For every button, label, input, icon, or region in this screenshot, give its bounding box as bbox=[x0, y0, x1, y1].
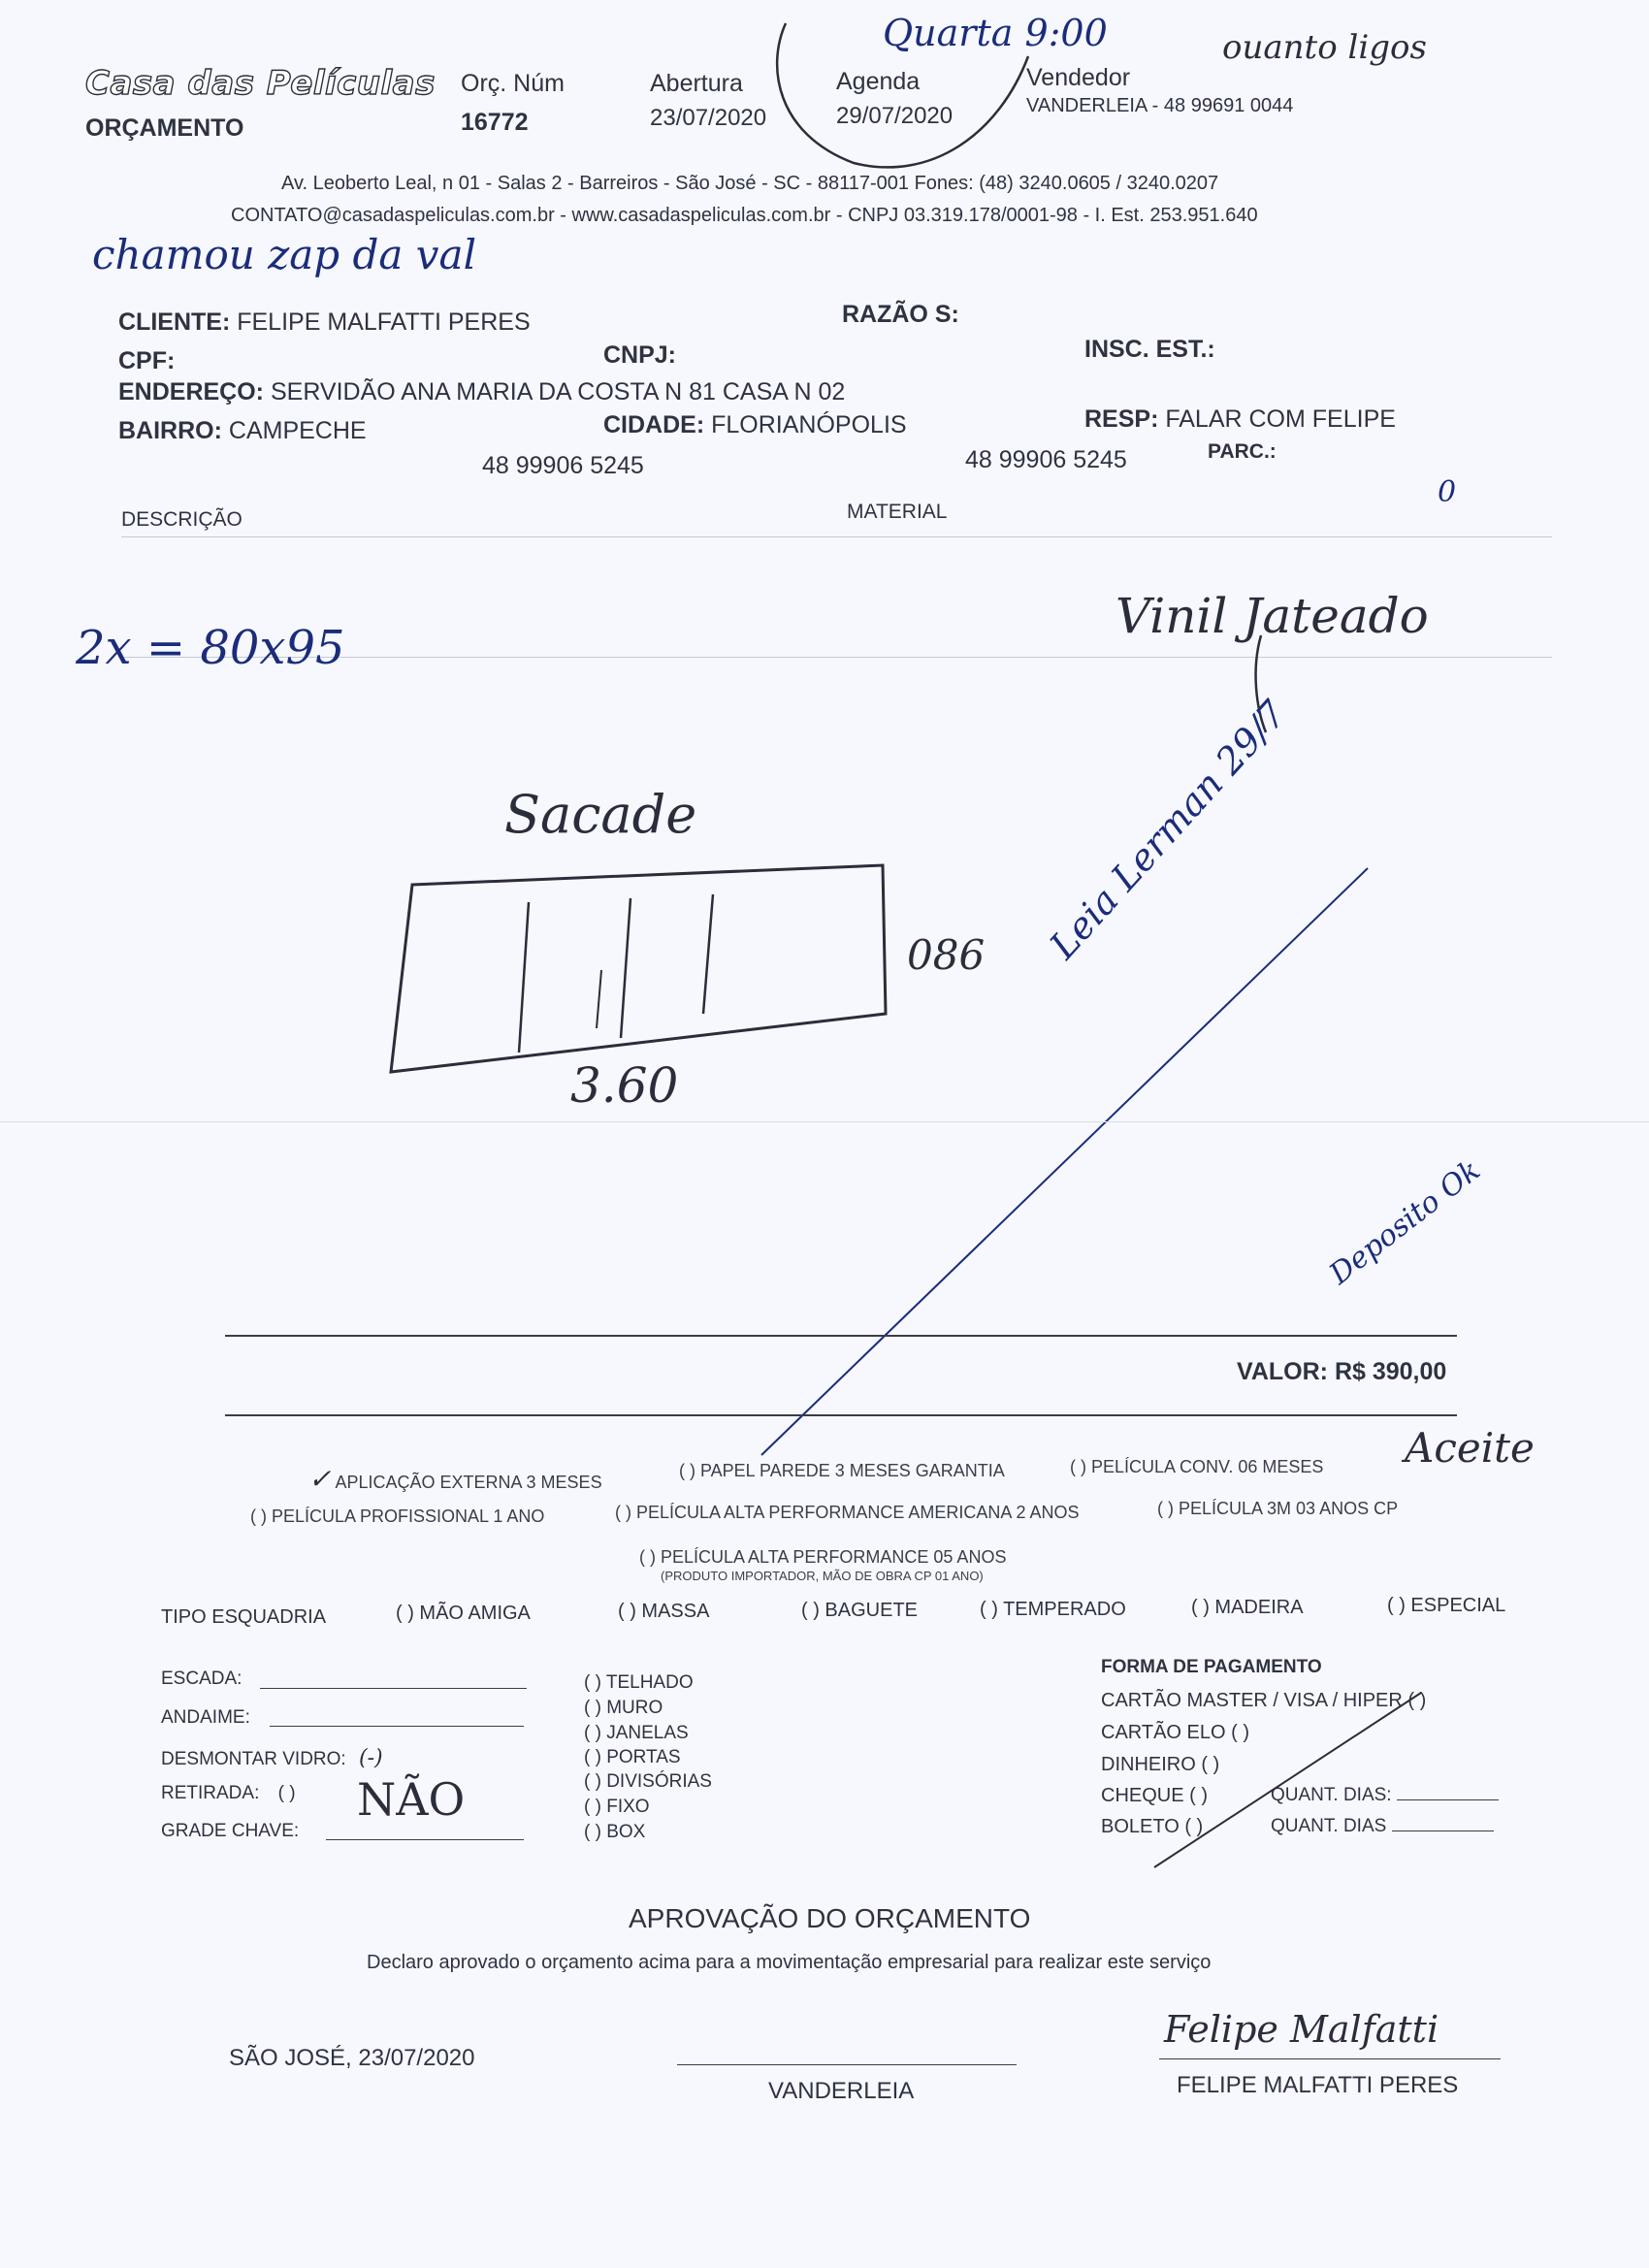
approval-client: FELIPE MALFATTI PERES bbox=[1177, 2072, 1459, 2098]
retirada-checkbox[interactable]: ( ) bbox=[277, 1783, 296, 1803]
handwritten-dimensions: 2x = 80x95 bbox=[76, 621, 345, 675]
esquadria-massa[interactable]: ( ) MASSA bbox=[618, 1601, 710, 1622]
cnpj-label: CNPJ: bbox=[603, 341, 677, 369]
cidade-label: CIDADE: bbox=[603, 411, 705, 438]
bairro-row bbox=[118, 417, 367, 445]
abertura-label: Abertura bbox=[650, 70, 743, 97]
resp-value: FALAR COM FELIPE bbox=[1165, 405, 1396, 433]
pagamento-dinheiro[interactable]: DINHEIRO ( ) bbox=[1101, 1754, 1220, 1775]
option-pelicula-alta-05[interactable]: ( ) PELÍCULA ALTA PERFORMANCE 05 ANOS bbox=[639, 1547, 1007, 1567]
bairro-label: BAIRRO: bbox=[118, 417, 222, 444]
resp-label: RESP: bbox=[1084, 405, 1159, 433]
cliente-label: CLIENTE: bbox=[118, 308, 231, 336]
option-pelicula-3m[interactable]: ( ) PELÍCULA 3M 03 ANOS CP bbox=[1157, 1499, 1399, 1518]
paper-fold-line bbox=[0, 1121, 1649, 1122]
agenda-label: Agenda bbox=[836, 68, 921, 95]
company-contact: CONTATO@casadaspeliculas.com.br - www.casadaspeliculas.com.br - CNPJ 03.319.178/0001-98 - I. Est. 253.951.640 bbox=[231, 205, 1258, 226]
andaime-line[interactable] bbox=[270, 1726, 524, 1727]
handwritten-chamou: chamou zap da val bbox=[92, 231, 477, 278]
valor-rule-bottom bbox=[225, 1414, 1457, 1416]
grade-chave-line[interactable] bbox=[326, 1839, 524, 1840]
esquadria-temperado[interactable]: ( ) TEMPERADO bbox=[980, 1599, 1126, 1620]
esquadria-madeira[interactable]: ( ) MADEIRA bbox=[1191, 1597, 1304, 1618]
razao-label: RAZÃO S: bbox=[842, 301, 959, 328]
local-divisorias[interactable]: ( ) DIVISÓRIAS bbox=[584, 1771, 712, 1792]
cidade-row bbox=[603, 411, 907, 439]
desmontar-vidro-row bbox=[161, 1746, 383, 1770]
tipo-esquadria-label: TIPO ESQUADRIA bbox=[161, 1606, 327, 1628]
valor-value: R$ 390,00 bbox=[1334, 1358, 1447, 1385]
option-papel-parede[interactable]: ( ) PAPEL PAREDE 3 MESES GARANTIA bbox=[679, 1461, 1005, 1480]
handwritten-nao: NÃO bbox=[357, 1773, 466, 1826]
handwritten-material: Vinil Jateado bbox=[1116, 588, 1429, 644]
handwritten-circle-mark: 0 bbox=[1438, 475, 1457, 509]
desmontar-vidro-mark[interactable]: (-) bbox=[359, 1746, 383, 1770]
valor-label: VALOR: bbox=[1237, 1358, 1328, 1385]
valor-row bbox=[1237, 1358, 1446, 1386]
option-aplicacao-externa-label: APLICAÇÃO EXTERNA 3 MESES bbox=[335, 1473, 602, 1492]
handwritten-sacada: Sacade bbox=[504, 784, 697, 845]
cidade-value: FLORIANÓPOLIS bbox=[711, 411, 907, 438]
company-logo: Casa das Películas bbox=[85, 64, 436, 103]
pagamento-cartao-elo[interactable]: CARTÃO ELO ( ) bbox=[1101, 1722, 1249, 1743]
payment-strike-mark bbox=[1145, 1688, 1436, 1872]
descricao-header: DESCRIÇÃO bbox=[121, 508, 242, 531]
handwritten-width: 3.60 bbox=[570, 1057, 679, 1114]
quant-dias-1-label: QUANT. DIAS: bbox=[1271, 1785, 1392, 1805]
client-signature: Felipe Malfatti bbox=[1164, 2008, 1439, 2051]
approval-title: APROVAÇÃO DO ORÇAMENTO bbox=[629, 1903, 1031, 1933]
quant-dias-2-label: QUANT. DIAS bbox=[1271, 1816, 1387, 1836]
option-pelicula-profissional[interactable]: ( ) PELÍCULA PROFISSIONAL 1 ANO bbox=[250, 1507, 545, 1526]
approval-text: Declaro aprovado o orçamento acima para a movimentação empresarial para realizar este serviço bbox=[367, 1952, 1212, 1973]
client-signature-line[interactable] bbox=[1159, 2058, 1501, 2059]
handwritten-leia: Leia Lerman 29/7 bbox=[1041, 692, 1295, 967]
vendedor-label: Vendedor bbox=[1026, 64, 1131, 91]
orc-num-value: 16772 bbox=[461, 109, 529, 136]
local-box[interactable]: ( ) BOX bbox=[584, 1822, 646, 1842]
checked-mark: ✓ bbox=[308, 1463, 332, 1495]
parc-label: PARC.: bbox=[1208, 440, 1277, 463]
orc-num-label: Orç. Núm bbox=[461, 70, 565, 97]
handwritten-top-note-2: ouanto ligos bbox=[1222, 28, 1427, 67]
cliente-row bbox=[118, 308, 531, 337]
pagamento-cartao-master[interactable]: CARTÃO MASTER / VISA / HIPER ( ) bbox=[1101, 1690, 1427, 1711]
material-header: MATERIAL bbox=[847, 501, 948, 523]
grade-chave-label: GRADE CHAVE: bbox=[161, 1821, 300, 1841]
cliente-value: FELIPE MALFATTI PERES bbox=[237, 308, 531, 336]
cpf-label: CPF: bbox=[118, 347, 176, 374]
company-address: Av. Leoberto Leal, n 01 - Salas 2 - Barreiros - São José - SC - 88117-001 Fones: (48) 3240.0605 / 3240.0207 bbox=[281, 173, 1219, 194]
handwritten-top-note: Quarta 9:00 bbox=[883, 12, 1108, 54]
endereco-label: ENDEREÇO: bbox=[118, 378, 265, 405]
approval-place-date: SÃO JOSÉ, 23/07/2020 bbox=[229, 2045, 475, 2071]
local-janelas[interactable]: ( ) JANELAS bbox=[584, 1723, 689, 1743]
local-portas[interactable]: ( ) PORTAS bbox=[584, 1747, 681, 1767]
option-aplicacao-externa[interactable] bbox=[308, 1463, 602, 1495]
vendedor-value: VANDERLEIA - 48 99691 0044 bbox=[1026, 95, 1294, 116]
endereco-value: SERVIDÃO ANA MARIA DA COSTA N 81 CASA N 02 bbox=[270, 378, 846, 405]
handwritten-deposito: Deposito Ok bbox=[1323, 1152, 1487, 1292]
description-rule-1 bbox=[121, 536, 1552, 537]
option-pelicula-conv[interactable]: ( ) PELÍCULA CONV. 06 MESES bbox=[1070, 1457, 1324, 1476]
local-fixo[interactable]: ( ) FIXO bbox=[584, 1797, 650, 1817]
client-phone-2: 48 99906 5245 bbox=[965, 446, 1127, 473]
handwritten-height: 086 bbox=[907, 931, 986, 979]
document-type: ORÇAMENTO bbox=[85, 114, 244, 142]
option-pelicula-alta-05-note: (PRODUTO IMPORTADOR, MÃO DE OBRA CP 01 ANO) bbox=[661, 1569, 984, 1583]
local-muro[interactable]: ( ) MURO bbox=[584, 1698, 663, 1718]
pagamento-title: FORMA DE PAGAMENTO bbox=[1101, 1657, 1322, 1677]
endereco-row bbox=[118, 378, 845, 406]
handwritten-aceita: Aceite bbox=[1405, 1424, 1535, 1472]
client-phone-1: 48 99906 5245 bbox=[482, 452, 644, 479]
pagamento-cheque[interactable]: CHEQUE ( ) bbox=[1101, 1785, 1208, 1806]
esquadria-mao-amiga[interactable]: ( ) MÃO AMIGA bbox=[396, 1603, 531, 1624]
retirada-label: RETIRADA: bbox=[161, 1783, 260, 1803]
abertura-value: 23/07/2020 bbox=[650, 105, 767, 131]
andaime-label: ANDAIME: bbox=[161, 1707, 250, 1728]
agenda-value: 29/07/2020 bbox=[836, 103, 954, 129]
option-pelicula-alta-americana[interactable]: ( ) PELÍCULA ALTA PERFORMANCE AMERICANA 2 ANOS bbox=[615, 1503, 1080, 1522]
approval-seller: VANDERLEIA bbox=[768, 2078, 915, 2104]
retirada-row bbox=[161, 1783, 296, 1804]
local-telhado[interactable]: ( ) TELHADO bbox=[584, 1672, 694, 1693]
seller-signature-line[interactable] bbox=[677, 2064, 1017, 2065]
esquadria-especial[interactable]: ( ) ESPECIAL bbox=[1387, 1595, 1506, 1616]
valor-rule-top bbox=[225, 1335, 1457, 1337]
resp-row bbox=[1084, 405, 1396, 434]
insc-est-label: INSC. EST.: bbox=[1084, 336, 1215, 363]
escada-line[interactable] bbox=[260, 1688, 527, 1689]
esquadria-baguete[interactable]: ( ) BAGUETE bbox=[801, 1600, 919, 1621]
escada-label: ESCADA: bbox=[161, 1669, 242, 1689]
pagamento-boleto[interactable]: BOLETO ( ) bbox=[1101, 1816, 1204, 1837]
bairro-value: CAMPECHE bbox=[228, 417, 367, 444]
desmontar-vidro-label: DESMONTAR VIDRO: bbox=[161, 1749, 346, 1769]
